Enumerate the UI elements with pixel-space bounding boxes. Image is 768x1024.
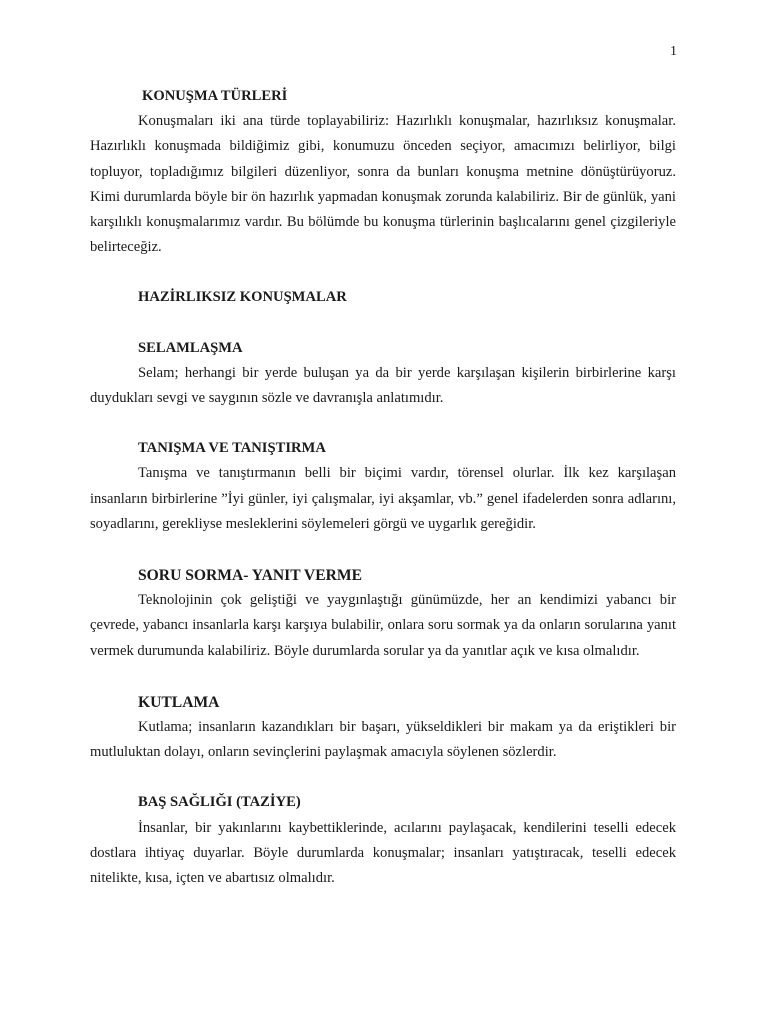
document-title: KONUŞMA TÜRLERİ	[142, 88, 288, 104]
paragraph-kutlama: Kutlama; insanların kazandıkları bir başarı, yükseldikleri bir makam ya da eriştikleri bir mutluluktan dolayı, onların sevinçlerini paylaşmak amacıyla söylenen sözlerdir.	[90, 719, 676, 761]
heading-selamlasma: SELAMLAŞMA	[138, 339, 243, 356]
intro-paragraph: Konuşmaları iki ana türde toplayabiliriz: Hazırlıklı konuşmalar, hazırlıksız konuşmalar. Hazırlıklı konuşmada bildiğimiz gibi, konumuzu önceden seçiyor, amacımızı belirliyor, bilgi topluyor, topladığımız bilgileri düzenliyor, sonra da bunları konuşma metnine dönüştürüyoruz. Kimi durumlarda böyle bir ön hazırlık yapmadan konuşmak zorunda kalabiliriz. Bir de günlük, yani karşılıklı konuşmalarımız vardır. Bu bölümde bu konuşma türlerinin başlıcalarını genel çizgileriyle belirteceğiz.	[90, 113, 676, 256]
paragraph-soru-sorma: Teknolojinin çok geliştiği ve yaygınlaştığı günümüzde, her an kendimizi yabancı bir çevrede, yabancı insanlarla karşı karşıya bulabilir, onlara soru sormak ya da onların sorularına yanıt vermek durumunda kalabiliriz. Böyle durumlarda sorular ya da yanıtlar açık ve kısa olmalıdır.	[90, 592, 676, 659]
paragraph-tanisma: Tanışma ve tanıştırmanın belli bir biçimi vardır, törensel olurlar. İlk kez karşılaşan insanların birbirlerine ”İyi günler, iyi çalışmalar, iyi akşamlar, vb.” genel ifadelerden sonra adlarını, soyadlarını, gerekliyse mesleklerini söylemeleri görgü ve uygarlık gereğidir.	[90, 465, 676, 532]
paragraph-bas-sagligi: İnsanlar, bir yakınlarını kaybettiklerinde, acılarını paylaşacak, kendilerini teselli edecek dostlara ihtiyaç duyarlar. Böyle durumlarda konuşmalar; insanları yatıştıracak, teselli edecek nitelikte, kısa, içten ve abartısız olmalıdır.	[90, 819, 676, 887]
heading-soru-sorma: SORU SORMA- YANIT VERME	[138, 567, 362, 585]
heading-bas-sagligi: BAŞ SAĞLIĞI (TAZİYE)	[138, 794, 301, 811]
page-number: 1	[670, 44, 677, 59]
document-body	[90, 84, 676, 891]
heading-kutlama: KUTLAMA	[138, 693, 220, 711]
paragraph-selamlasma: Selam; herhangi bir yerde buluşan ya da bir yerde karşılaşan kişilerin birbirlerine karşı duydukları sevgi ve saygının sözle ve davranışla anlatımıdır.	[90, 364, 676, 407]
section-heading: HAZİRLIKSIZ KONUŞMALAR	[138, 289, 347, 306]
heading-tanisma: TANIŞMA VE TANIŞTIRMA	[138, 440, 326, 457]
